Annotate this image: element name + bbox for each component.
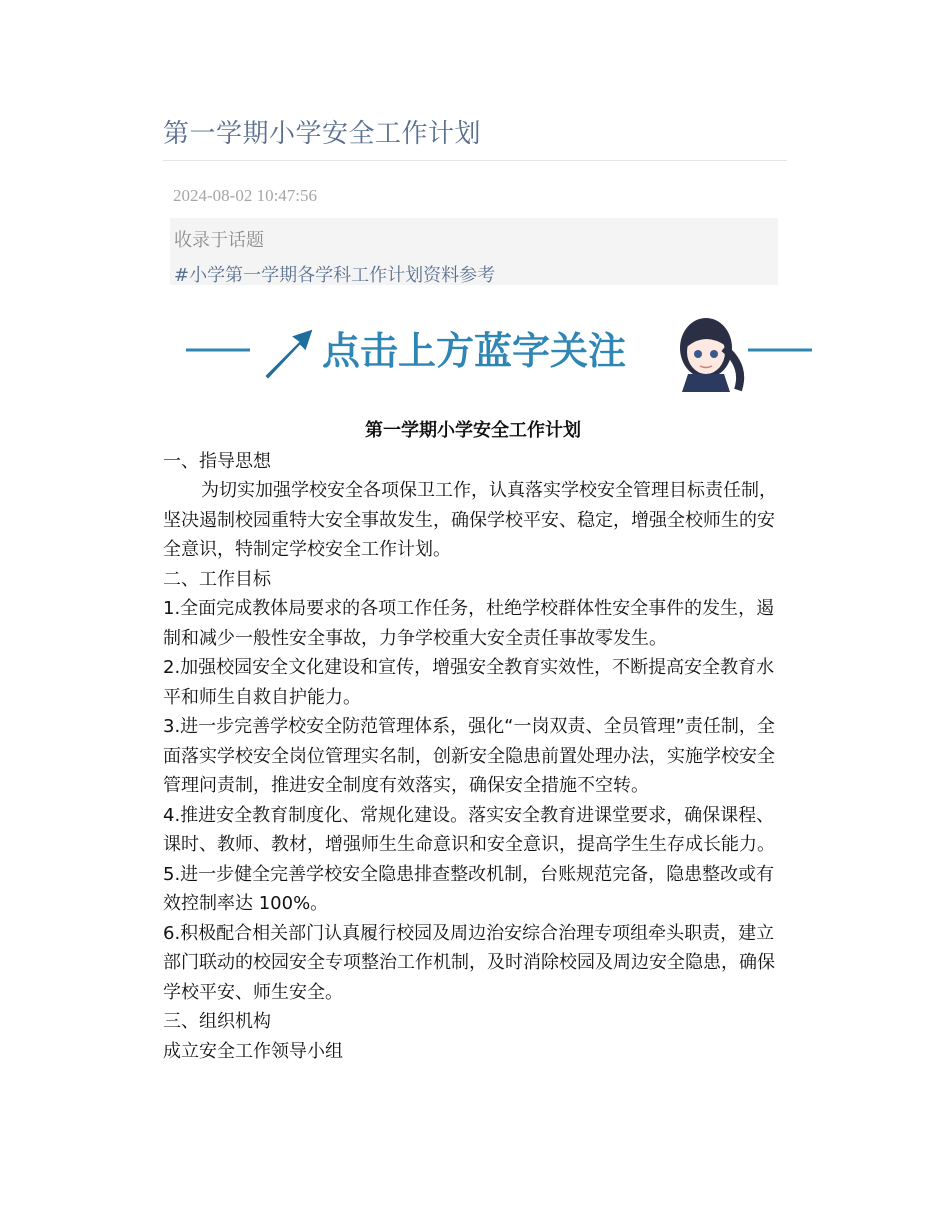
list-item: 2.加强校园安全文化建设和宣传，增强安全教育实效性，不断提高安全教育水平和师生自救自护能力。: [163, 657, 775, 708]
list-item: 4.推进安全教育制度化、常规化建设。落实安全教育进课堂要求，确保课程、课时、教师、教材，增强师生生命意识和安全意识，提高学生生存成长能力。: [163, 804, 775, 855]
list-item: 1.全面完成教体局要求的各项工作任务，杜绝学校群体性安全事件的发生，遏制和减少一般性安全事故，力争学校重大安全责任事故零发生。: [163, 598, 775, 649]
section-heading: 三、组织机构: [163, 1011, 271, 1032]
list-item: 3.进一步完善学校安全防范管理体系，强化“一岗双责、全员管理”责任制，全面落实学校安全岗位管理实名制，创新安全隐患前置处理办法，实施学校安全管理问责制，推进安全制度有效落实，确保安全措施不空转。: [163, 716, 775, 796]
follow-banner[interactable]: [186, 306, 814, 392]
banner-text: 点击上方蓝字关注: [322, 329, 627, 373]
girl-mascot-icon: [680, 318, 740, 392]
publish-date: 2024-08-02 10:47:56: [173, 186, 318, 205]
list-item: 5.进一步健全完善学校安全隐患排查整改机制，台账规范完备，隐患整改或有效控制率达 100%。: [163, 863, 775, 914]
topic-box: [170, 218, 778, 285]
topic-tag-link[interactable]: #小学第一学期各学科工作计划资料参考: [174, 265, 496, 286]
article-title: 第一学期小学安全工作计划: [163, 119, 482, 149]
title-divider: [163, 160, 787, 161]
article-body: [163, 416, 783, 1066]
section-heading: 一、指导思想: [163, 450, 271, 472]
body-heading: 第一学期小学安全工作计划: [365, 420, 581, 441]
section-heading: 二、工作目标: [163, 568, 271, 590]
paragraph: 成立安全工作领导小组: [163, 1040, 343, 1062]
collected-label: 收录于话题: [174, 230, 264, 251]
paragraph: 为切实加强学校安全各项保卫工作，认真落实学校安全管理目标责任制，坚决遏制校园重特大安全事故发生，确保学校平安、稳定，增强全校师生的安全意识，特制定学校安全工作计划。: [163, 480, 777, 560]
arrow-icon: [264, 328, 314, 380]
list-item: 6.积极配合相关部门认真履行校园及周边治安综合治理专项组牵头职责，建立部门联动的校园安全专项整治工作机制，及时消除校园及周边安全隐患，确保学校平安、师生安全。: [163, 922, 775, 1003]
